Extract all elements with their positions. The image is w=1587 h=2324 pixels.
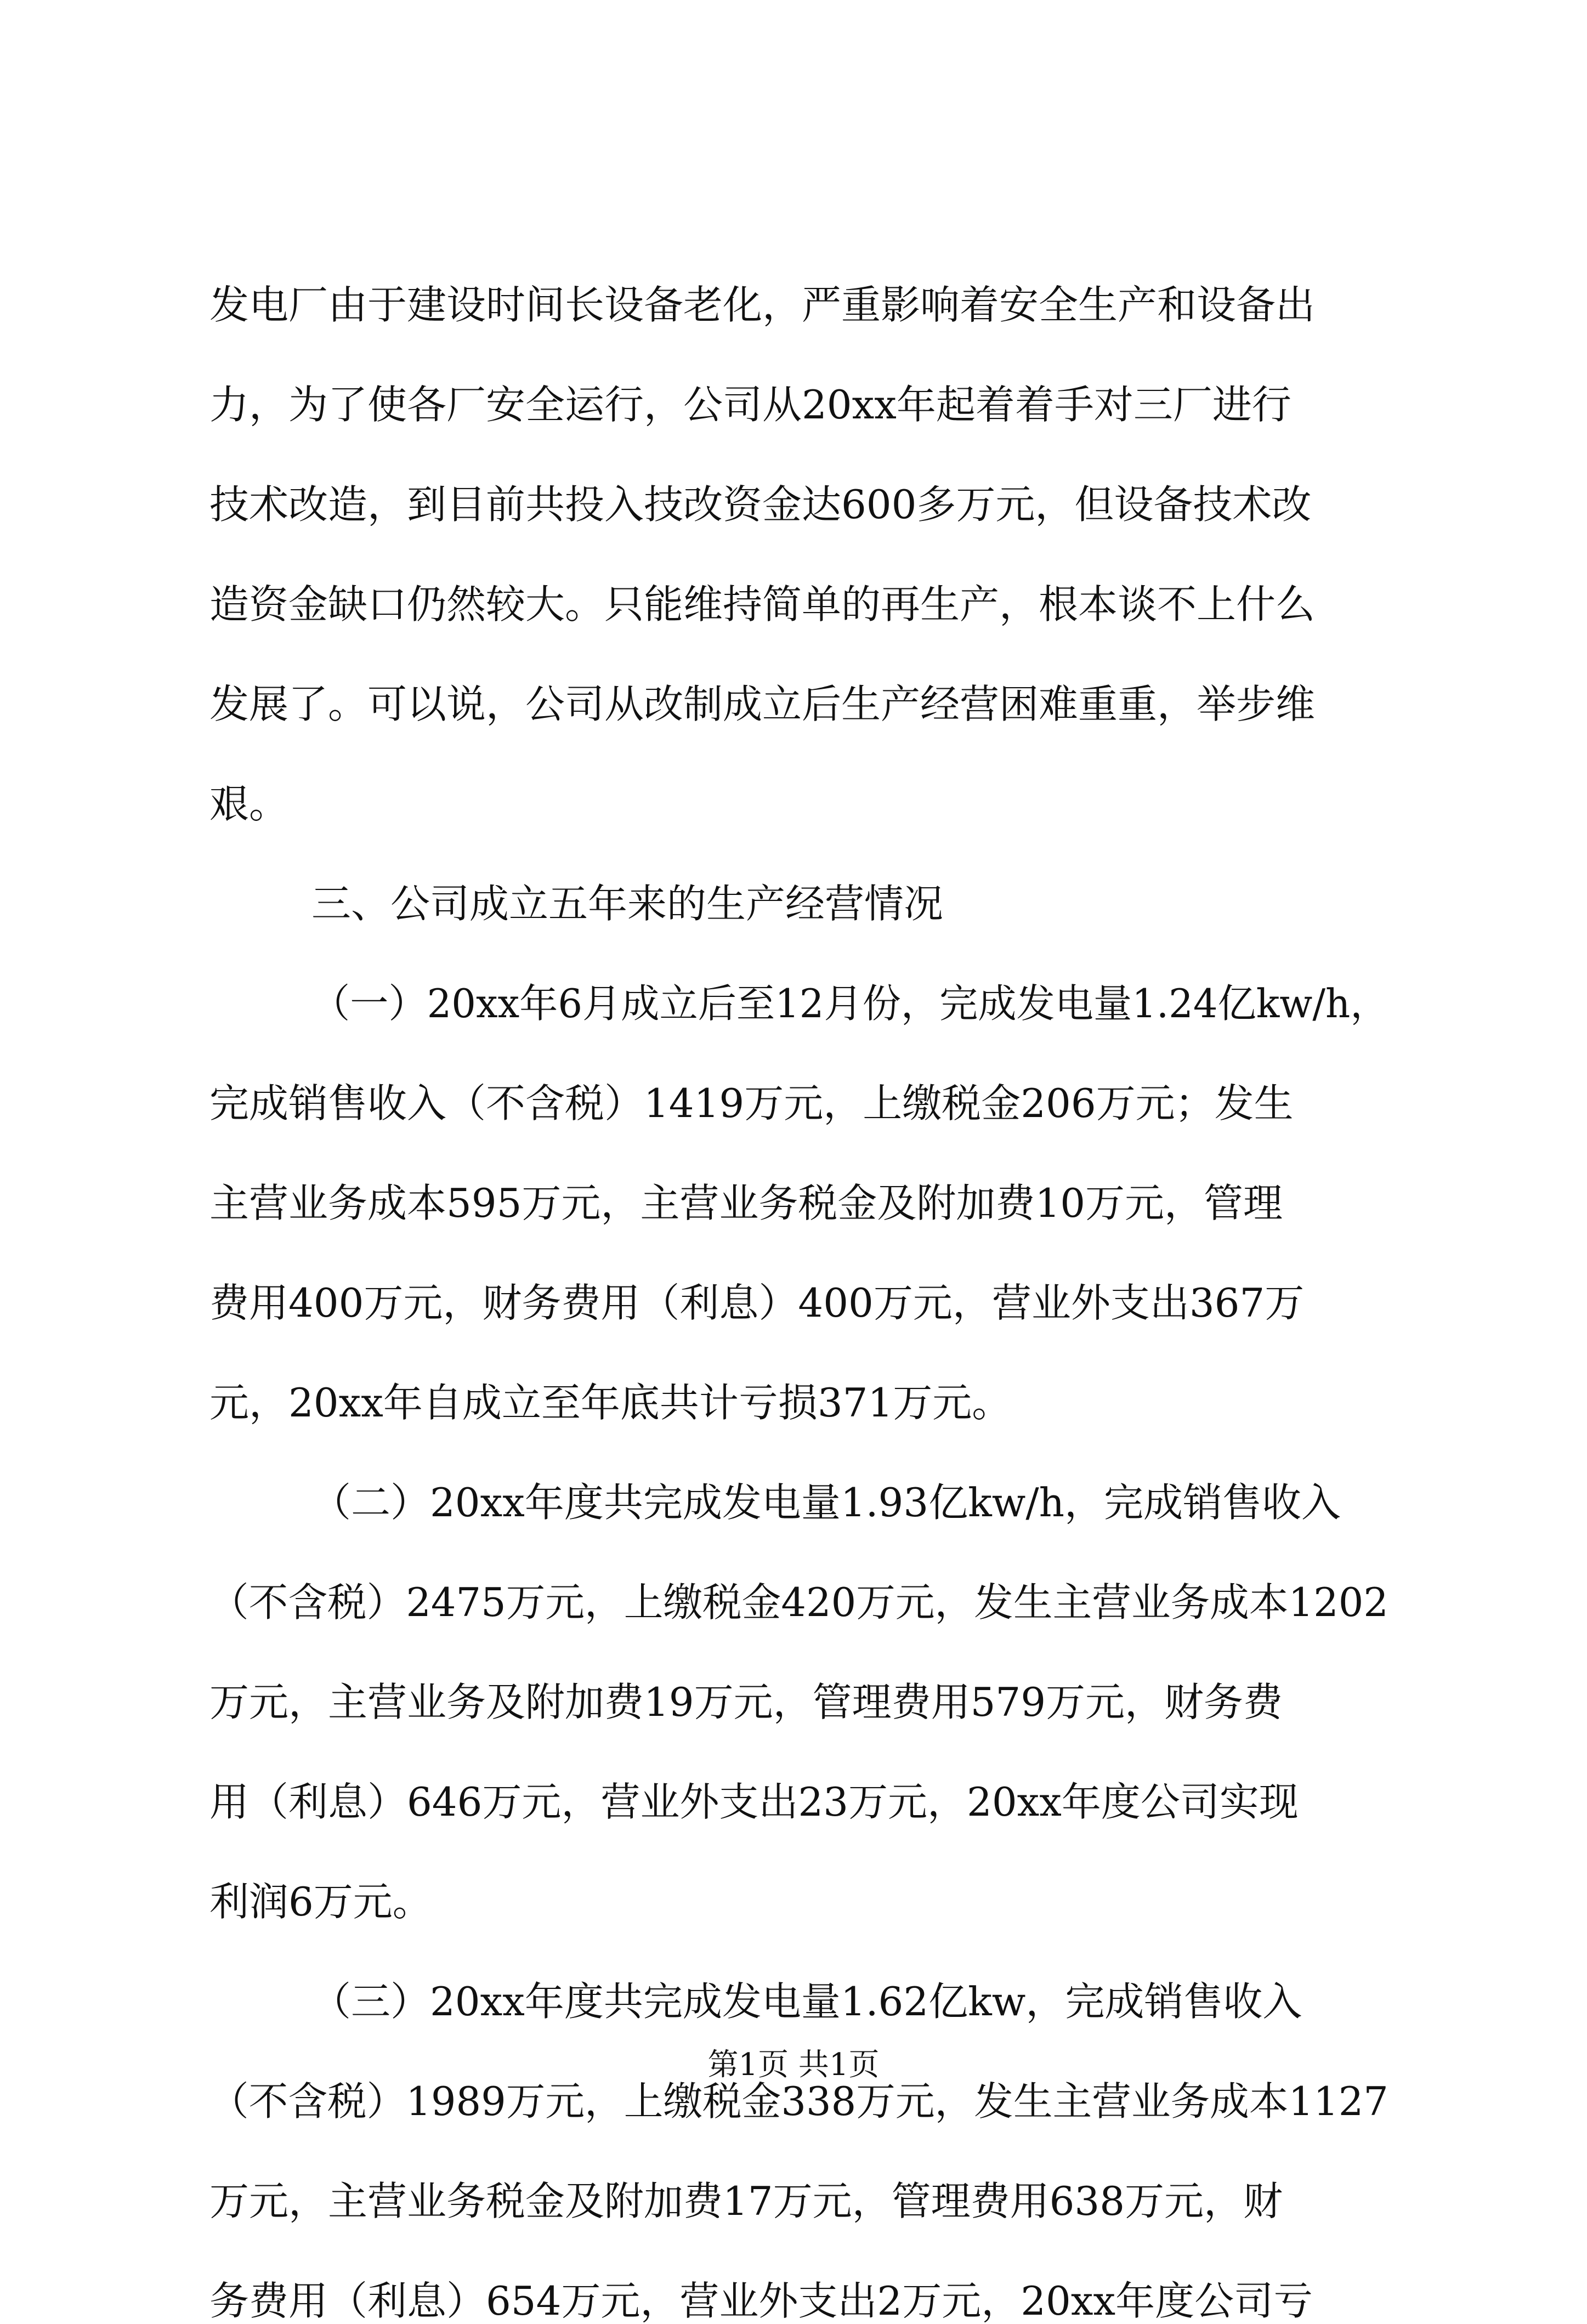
text-line-2: 力，为了使各厂安全运行，公司从20xx年起着着手对三厂进行 xyxy=(209,382,1291,428)
text-line-15: 万元，主营业务及附加费19万元，管理费用579万元，财务费 xyxy=(209,1679,1283,1725)
text-line-17: 利润6万元。 xyxy=(209,1879,432,1925)
text-line-1: 发电厂由于建设时间长设备老化，严重影响着安全生产和设备出 xyxy=(209,282,1316,328)
text-line-10: 主营业务成本595万元，主营业务税金及附加费10万元，管理 xyxy=(209,1180,1283,1226)
text-line-16: 用（利息）646万元，营业外支出23万元，20xx年度公司实现 xyxy=(209,1779,1299,1825)
text-line-9: 完成销售收入（不含税）1419万元，上缴税金206万元；发生 xyxy=(209,1080,1294,1126)
text-line-19: （不含税）1989万元，上缴税金338万元，发生主营业务成本1127 xyxy=(209,2078,1388,2124)
text-line-14: （不含税）2475万元，上缴税金420万元，发生主营业务成本1202 xyxy=(209,1579,1388,1625)
text-line-21: 务费用（利息）654万元，营业外支出2万元，20xx年度公司亏 xyxy=(209,2278,1313,2324)
text-line-18: （三）20xx年度共完成发电量1.62亿kw，完成销售收入 xyxy=(311,1979,1302,2025)
text-line-11: 费用400万元，财务费用（利息）400万元，营业外支出367万 xyxy=(209,1280,1305,1326)
text-line-5: 发展了。可以说，公司从改制成立后生产经营困难重重，举步维 xyxy=(209,681,1316,727)
text-line-8: （一）20xx年6月成立后至12月份，完成发电量1.24亿kw/h， xyxy=(311,980,1389,1027)
text-line-20: 万元，主营业务税金及附加费17万元，管理费用638万元，财 xyxy=(209,2178,1283,2224)
section-heading: 三、公司成立五年来的生产经营情况 xyxy=(311,881,944,927)
text-line-12: 元，20xx年自成立至年底共计亏损371万元。 xyxy=(209,1380,1012,1426)
text-line-4: 造资金缺口仍然较大。只能维持简单的再生产，根本谈不上什么 xyxy=(209,581,1316,627)
page-footer: 第1页 共1页 xyxy=(707,2047,880,2083)
text-line-13: （二）20xx年度共完成发电量1.93亿kw/h，完成销售收入 xyxy=(311,1480,1341,1526)
text-line-6: 艰。 xyxy=(209,781,289,827)
text-line-3: 技术改造，到目前共投入技改资金达600多万元，但设备技术改 xyxy=(209,481,1312,528)
